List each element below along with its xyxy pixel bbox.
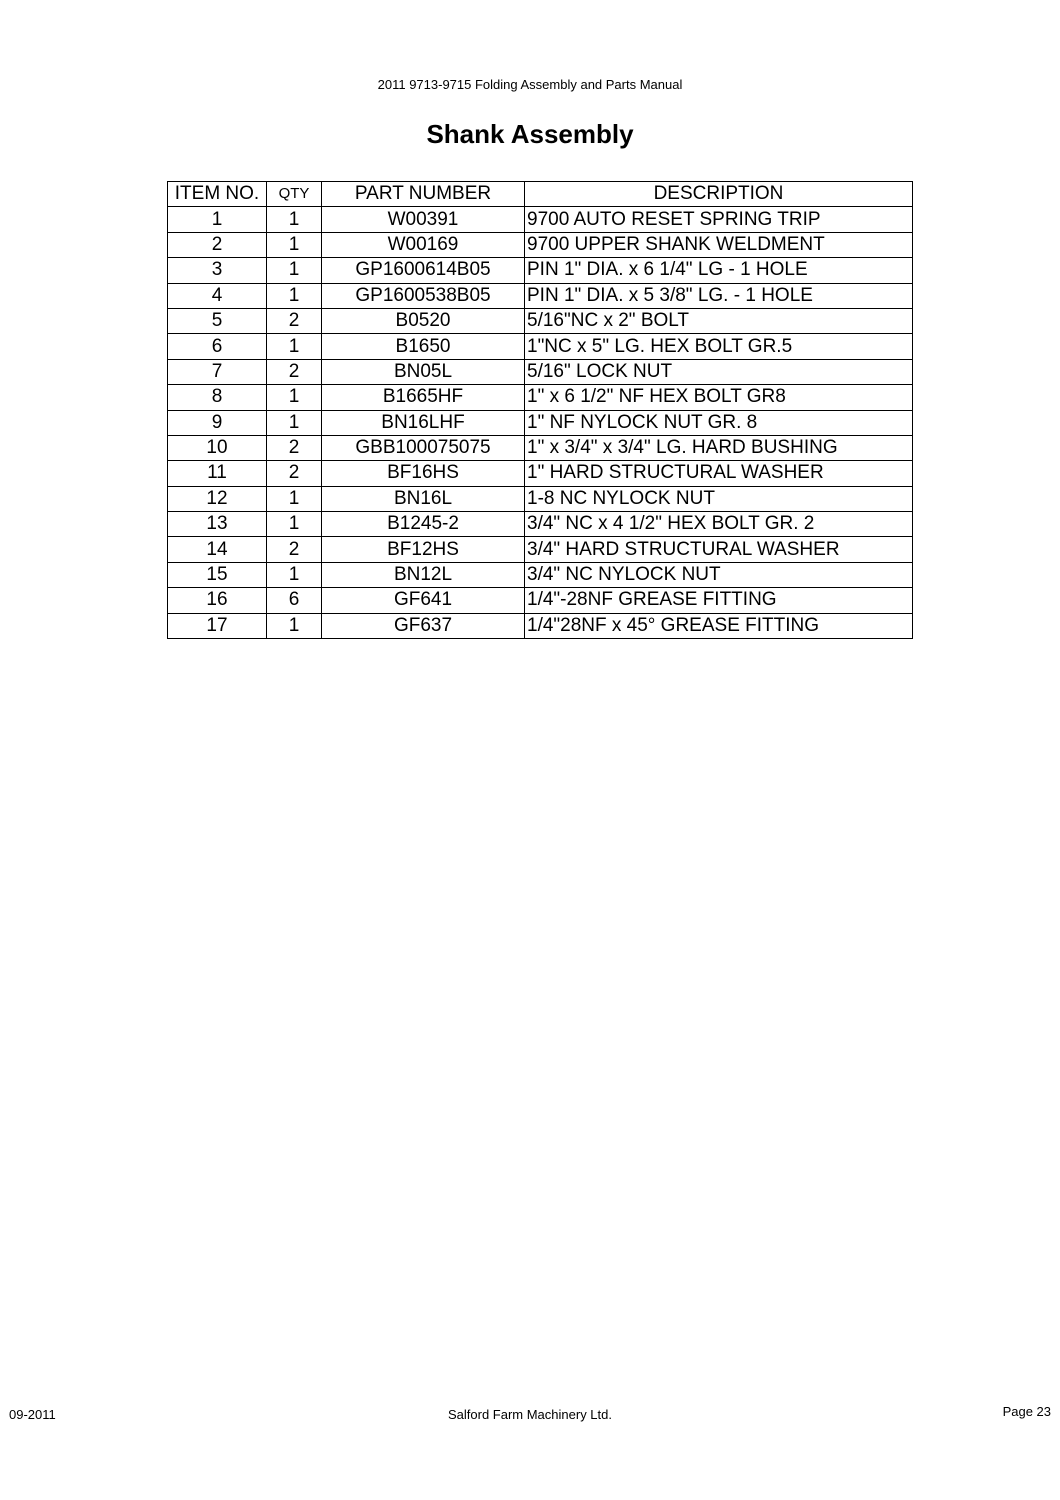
description-cell: 1/4"-28NF GREASE FITTING bbox=[525, 588, 913, 613]
qty-cell: 1 bbox=[267, 232, 322, 257]
part-number-cell: B1665HF bbox=[322, 385, 525, 410]
qty-cell: 1 bbox=[267, 334, 322, 359]
part-number-cell: BF12HS bbox=[322, 537, 525, 562]
qty-cell: 1 bbox=[267, 207, 322, 232]
footer-date: 09-2011 bbox=[9, 1407, 56, 1422]
item-no-cell: 15 bbox=[168, 562, 267, 587]
description-cell: 1" x 6 1/2" NF HEX BOLT GR8 bbox=[525, 385, 913, 410]
table-row bbox=[168, 410, 913, 435]
description-cell: 9700 AUTO RESET SPRING TRIP bbox=[525, 207, 913, 232]
table-header-row bbox=[168, 182, 913, 207]
part-number-cell: BN12L bbox=[322, 562, 525, 587]
part-number-cell: BF16HS bbox=[322, 461, 525, 486]
column-header-item-no: ITEM NO. bbox=[168, 182, 267, 207]
part-number-cell: GBB100075075 bbox=[322, 435, 525, 460]
part-number-cell: B0520 bbox=[322, 308, 525, 333]
item-no-cell: 14 bbox=[168, 537, 267, 562]
description-cell: PIN 1" DIA. x 5 3/8" LG. - 1 HOLE bbox=[525, 283, 913, 308]
qty-cell: 2 bbox=[267, 359, 322, 384]
item-no-cell: 1 bbox=[168, 207, 267, 232]
table-row bbox=[168, 232, 913, 257]
item-no-cell: 7 bbox=[168, 359, 267, 384]
table-row bbox=[168, 588, 913, 613]
description-cell: 1"NC x 5" LG. HEX BOLT GR.5 bbox=[525, 334, 913, 359]
table-row bbox=[168, 613, 913, 638]
part-number-cell: B1245-2 bbox=[322, 512, 525, 537]
item-no-cell: 5 bbox=[168, 308, 267, 333]
qty-cell: 2 bbox=[267, 435, 322, 460]
item-no-cell: 6 bbox=[168, 334, 267, 359]
table-row bbox=[168, 512, 913, 537]
description-cell: 1" NF NYLOCK NUT GR. 8 bbox=[525, 410, 913, 435]
qty-cell: 2 bbox=[267, 461, 322, 486]
qty-cell: 6 bbox=[267, 588, 322, 613]
part-number-cell: GP1600614B05 bbox=[322, 258, 525, 283]
item-no-cell: 17 bbox=[168, 613, 267, 638]
part-number-cell: GF637 bbox=[322, 613, 525, 638]
table-row bbox=[168, 283, 913, 308]
item-no-cell: 8 bbox=[168, 385, 267, 410]
description-cell: 5/16"NC x 2" BOLT bbox=[525, 308, 913, 333]
table-row bbox=[168, 359, 913, 384]
qty-cell: 1 bbox=[267, 385, 322, 410]
qty-cell: 1 bbox=[267, 283, 322, 308]
description-cell: 1" HARD STRUCTURAL WASHER bbox=[525, 461, 913, 486]
column-header-qty: QTY bbox=[267, 182, 322, 207]
qty-cell: 1 bbox=[267, 410, 322, 435]
description-cell: 3/4" NC x 4 1/2" HEX BOLT GR. 2 bbox=[525, 512, 913, 537]
column-header-description: DESCRIPTION bbox=[525, 182, 913, 207]
table-row bbox=[168, 334, 913, 359]
parts-table-body bbox=[168, 207, 913, 639]
item-no-cell: 16 bbox=[168, 588, 267, 613]
page-title: Shank Assembly bbox=[426, 119, 634, 149]
item-no-cell: 13 bbox=[168, 512, 267, 537]
item-no-cell: 2 bbox=[168, 232, 267, 257]
table-row bbox=[168, 207, 913, 232]
table-row bbox=[168, 308, 913, 333]
qty-cell: 1 bbox=[267, 512, 322, 537]
description-cell: PIN 1" DIA. x 6 1/4" LG - 1 HOLE bbox=[525, 258, 913, 283]
qty-cell: 2 bbox=[267, 537, 322, 562]
item-no-cell: 3 bbox=[168, 258, 267, 283]
part-number-cell: BN05L bbox=[322, 359, 525, 384]
part-number-cell: GP1600538B05 bbox=[322, 283, 525, 308]
part-number-cell: BN16LHF bbox=[322, 410, 525, 435]
item-no-cell: 12 bbox=[168, 486, 267, 511]
document-header: 2011 9713-9715 Folding Assembly and Parts Manual bbox=[377, 77, 683, 92]
item-no-cell: 4 bbox=[168, 283, 267, 308]
description-cell: 5/16" LOCK NUT bbox=[525, 359, 913, 384]
qty-cell: 1 bbox=[267, 562, 322, 587]
table-row bbox=[168, 562, 913, 587]
parts-table bbox=[167, 181, 913, 639]
description-cell: 3/4" HARD STRUCTURAL WASHER bbox=[525, 537, 913, 562]
column-header-part-number: PART NUMBER bbox=[322, 182, 525, 207]
item-no-cell: 11 bbox=[168, 461, 267, 486]
part-number-cell: W00169 bbox=[322, 232, 525, 257]
table-row bbox=[168, 385, 913, 410]
footer-company: Salford Farm Machinery Ltd. bbox=[447, 1407, 612, 1422]
part-number-cell: GF641 bbox=[322, 588, 525, 613]
qty-cell: 1 bbox=[267, 613, 322, 638]
table-row bbox=[168, 461, 913, 486]
footer-page-number: Page 23 bbox=[1002, 1404, 1051, 1419]
table-row bbox=[168, 258, 913, 283]
part-number-cell: BN16L bbox=[322, 486, 525, 511]
qty-cell: 1 bbox=[267, 486, 322, 511]
item-no-cell: 10 bbox=[168, 435, 267, 460]
qty-cell: 1 bbox=[267, 258, 322, 283]
description-cell: 3/4" NC NYLOCK NUT bbox=[525, 562, 913, 587]
table-row bbox=[168, 486, 913, 511]
part-number-cell: B1650 bbox=[322, 334, 525, 359]
description-cell: 1-8 NC NYLOCK NUT bbox=[525, 486, 913, 511]
description-cell: 1/4"28NF x 45° GREASE FITTING bbox=[525, 613, 913, 638]
description-cell: 9700 UPPER SHANK WELDMENT bbox=[525, 232, 913, 257]
item-no-cell: 9 bbox=[168, 410, 267, 435]
qty-cell: 2 bbox=[267, 308, 322, 333]
table-row bbox=[168, 435, 913, 460]
table-row bbox=[168, 537, 913, 562]
description-cell: 1" x 3/4" x 3/4" LG. HARD BUSHING bbox=[525, 435, 913, 460]
part-number-cell: W00391 bbox=[322, 207, 525, 232]
